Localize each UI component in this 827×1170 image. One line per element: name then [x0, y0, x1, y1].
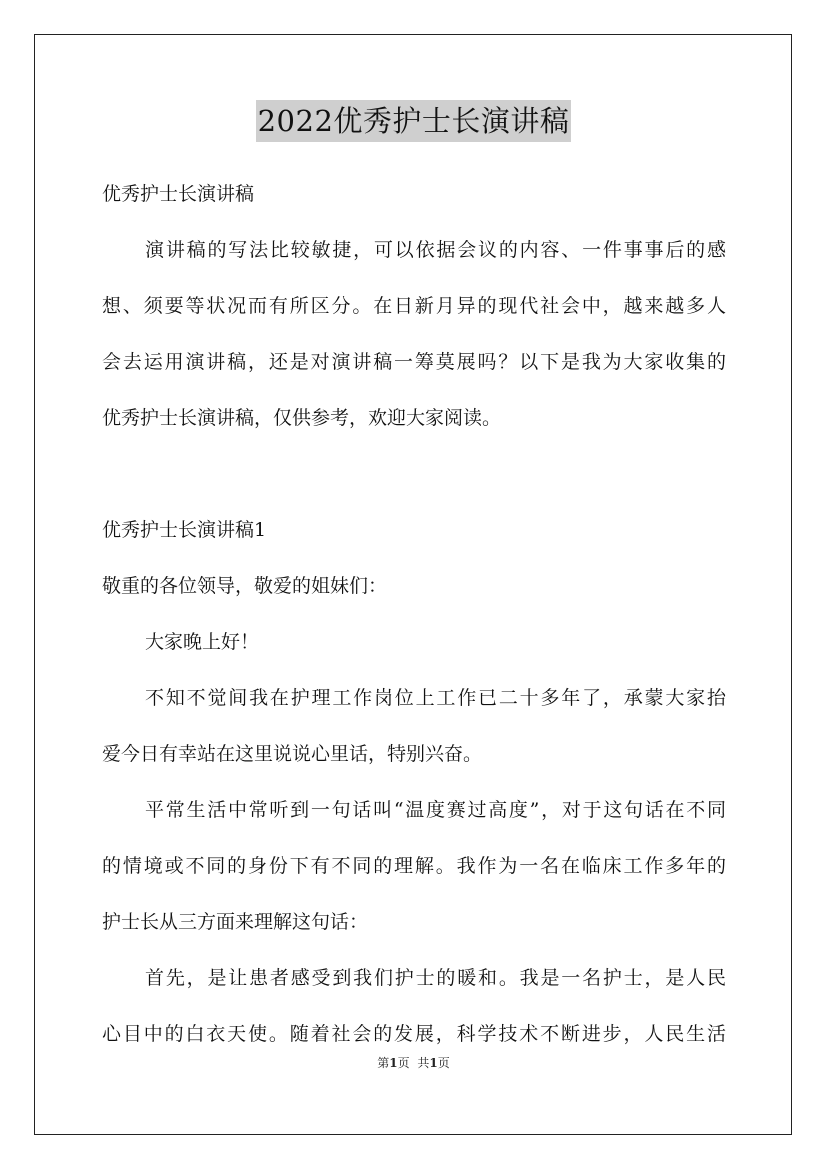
paragraph-line: 优秀护士长演讲稿，仅供参考，欢迎大家阅读。 — [102, 407, 502, 429]
total-prefix: 共 — [417, 1056, 430, 1070]
paragraph-line: 平常生活中常听到一句话叫“温度赛过高度”，对于这句话在不同 — [145, 799, 726, 821]
document-body — [102, 166, 726, 1062]
paragraph-line: 首先，是让患者感受到我们护士的暖和。我是一名护士，是人民 — [145, 967, 726, 989]
paragraph-line: 心目中的白衣天使。随着社会的发展，科学技术不断进步，人民生活 — [102, 1023, 726, 1045]
paragraph-line: 的情境或不同的身份下有不同的理解。我作为一名在临床工作多年的 — [102, 855, 726, 877]
blank-line — [102, 446, 726, 502]
paragraph-line: 想、须要等状况而有所区分。在日新月异的现代社会中，越来越多人 — [102, 295, 726, 317]
paragraph-line: 爱今日有幸站在这里说说心里话，特别兴奋。 — [102, 743, 483, 765]
page-prefix: 第 — [377, 1056, 390, 1070]
page-footer — [0, 1055, 827, 1071]
total-suffix: 页 — [437, 1056, 450, 1070]
salutation-line: 敬重的各位领导，敬爱的姐妹们： — [102, 575, 388, 597]
section-heading: 优秀护士长演讲稿 — [102, 183, 255, 205]
page-number: 1 — [389, 1056, 398, 1070]
paragraph-line: 不知不觉间我在护理工作岗位上工作已二十多年了，承蒙大家抬 — [145, 687, 726, 709]
paragraph-line: 护士长从三方面来理解这句话： — [102, 911, 369, 933]
section-heading: 优秀护士长演讲稿1 — [102, 519, 267, 541]
page-suffix: 页 — [397, 1056, 410, 1070]
document-title: 2022优秀护士长演讲稿 — [256, 100, 572, 142]
paragraph-line: 会去运用演讲稿，还是对演讲稿一筹莫展吗？以下是我为大家收集的 — [102, 351, 726, 373]
title-container — [0, 100, 827, 142]
greeting-line: 大家晚上好！ — [145, 631, 260, 653]
total-pages: 1 — [429, 1056, 438, 1070]
paragraph-line: 演讲稿的写法比较敏捷，可以依据会议的内容、一件事事后的感 — [145, 239, 726, 261]
